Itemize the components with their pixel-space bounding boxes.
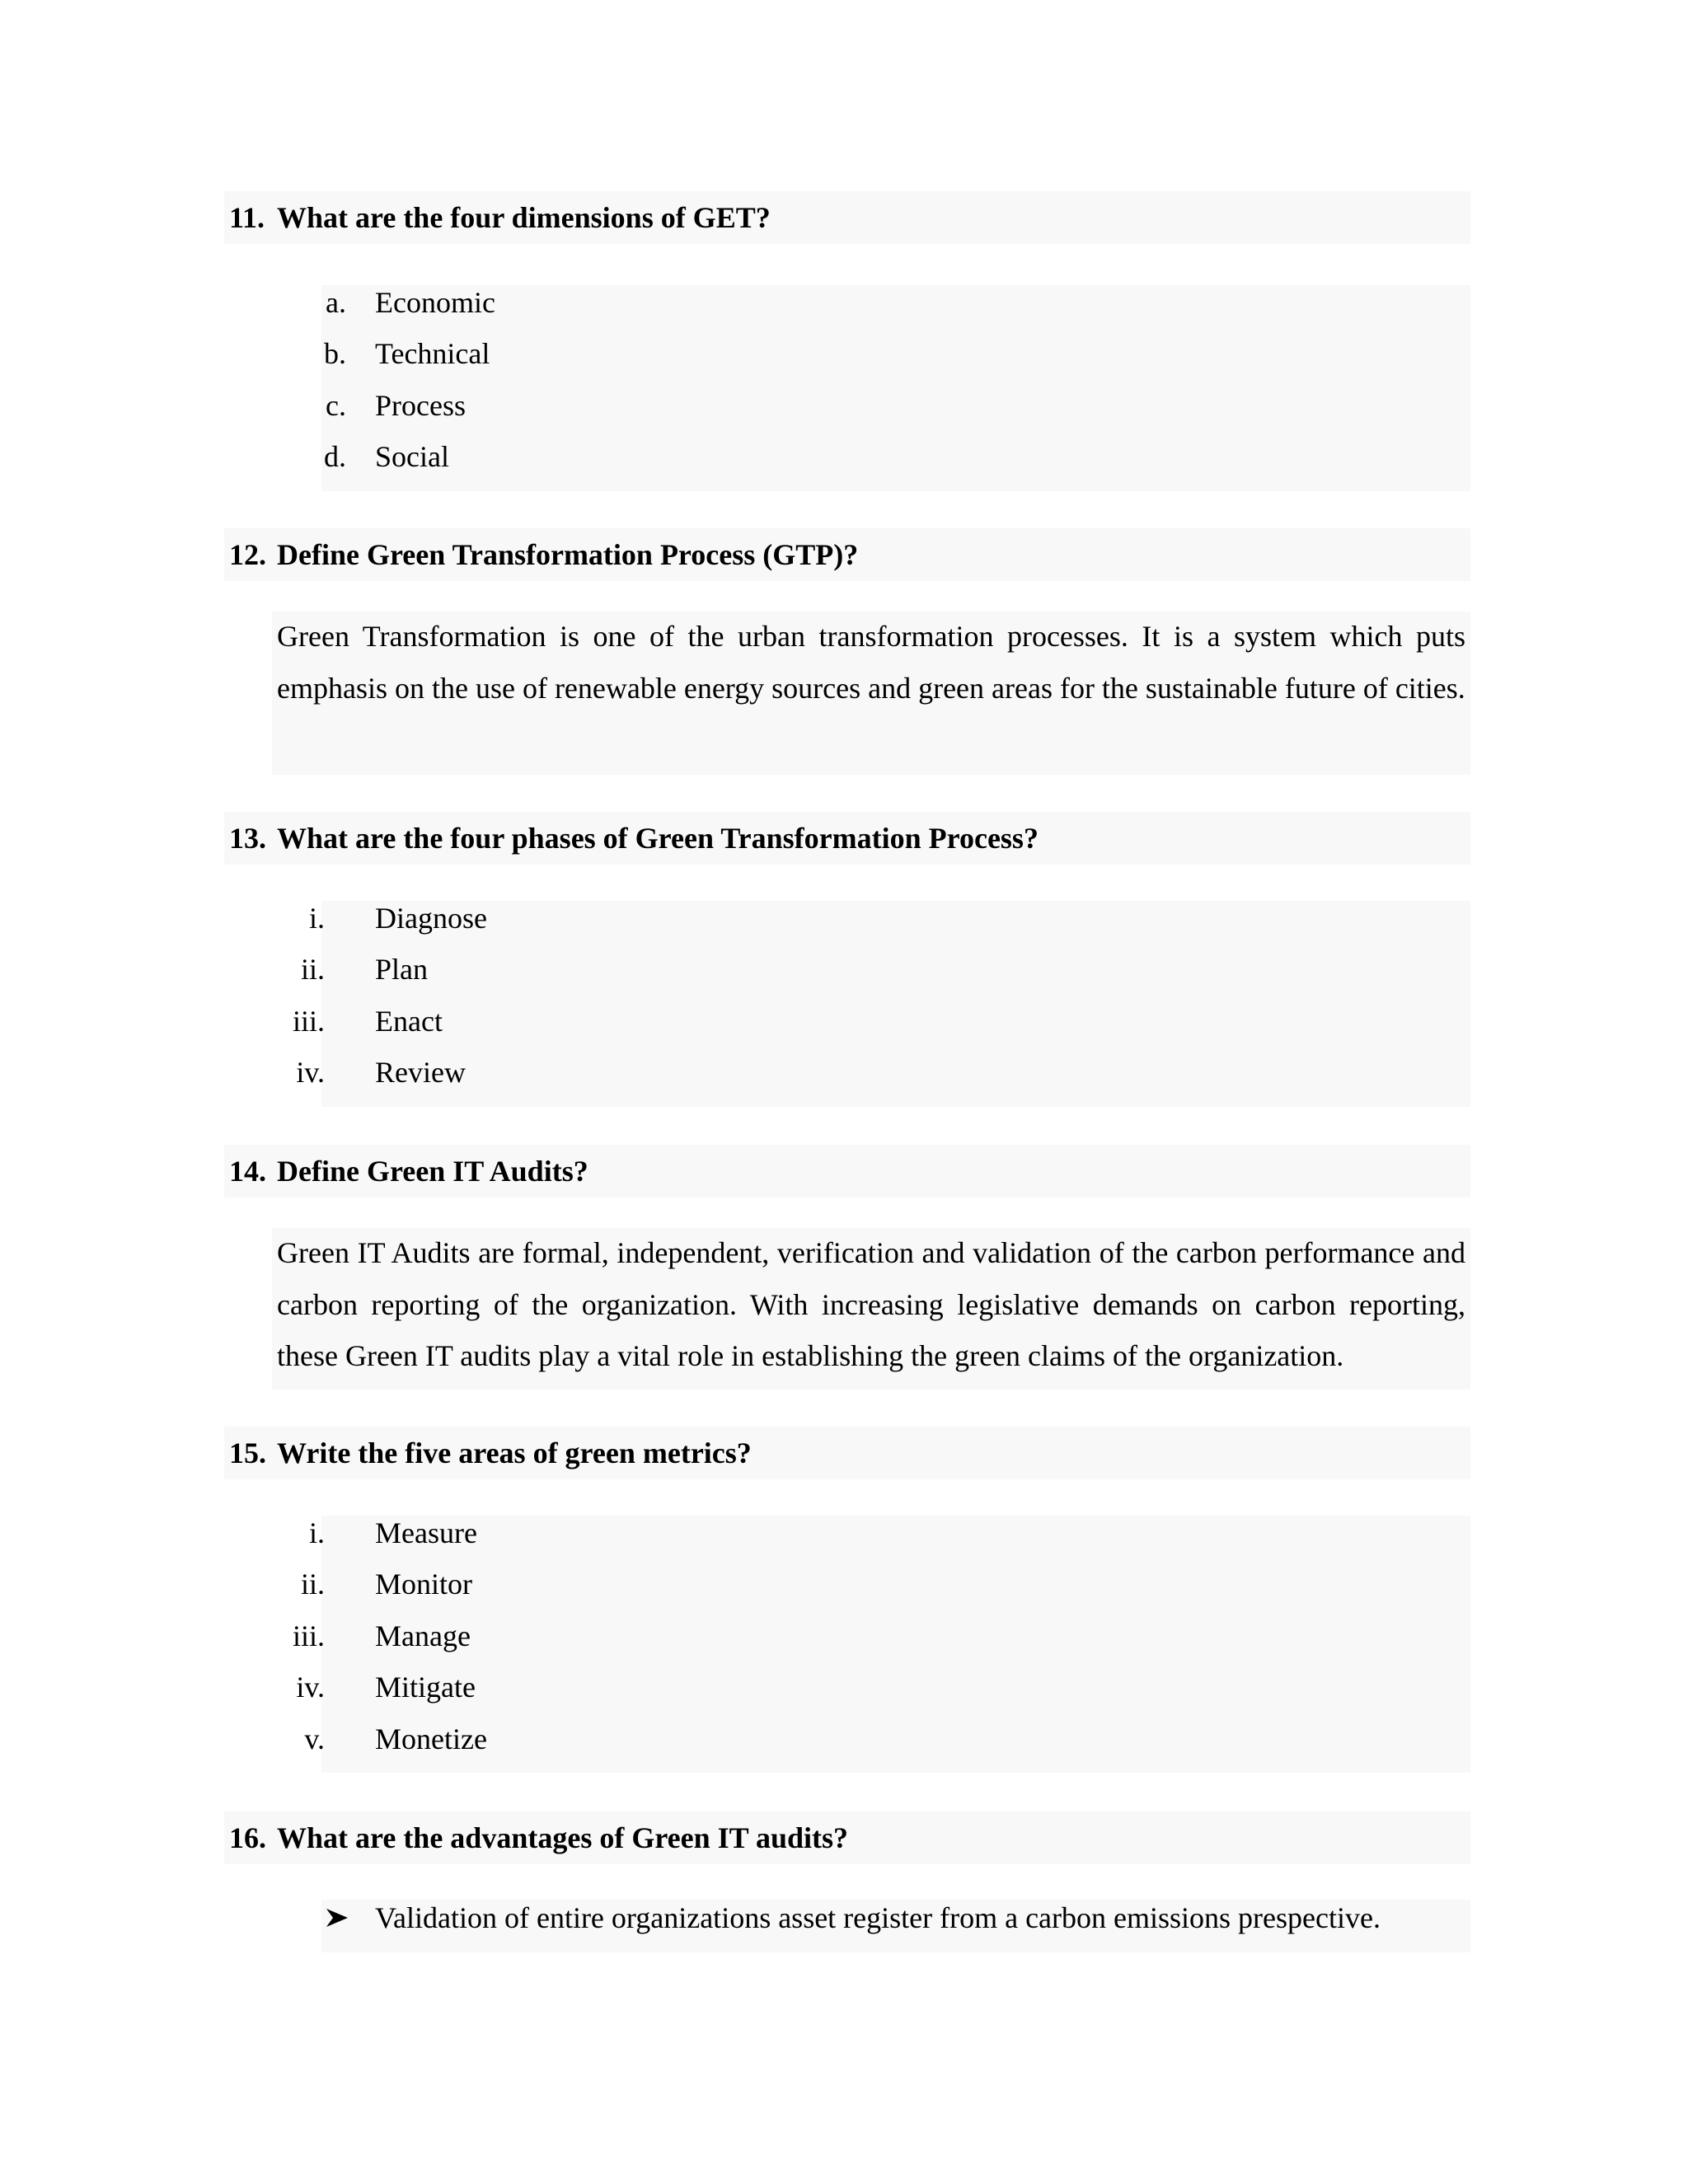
question-number: 15.: [229, 1436, 266, 1469]
list-item: [0, 1610, 1688, 1661]
list-marker: iii.: [292, 1619, 325, 1652]
list-item-text: Measure: [375, 1516, 477, 1549]
question-title: Define Green Transformation Process (GTP)?: [277, 538, 859, 571]
list-marker: b.: [324, 337, 346, 370]
list-item: [0, 1892, 1688, 1943]
list-item-text: Process: [375, 389, 466, 422]
list-item: [0, 380, 1688, 431]
list-marker: c.: [326, 389, 346, 422]
list-item-text: Technical: [375, 337, 490, 370]
list-marker: i.: [308, 902, 325, 935]
question-number: 16.: [229, 1821, 266, 1854]
list-item-text: Diagnose: [375, 902, 487, 935]
list-item-text: Monetize: [375, 1722, 487, 1755]
list-item: [0, 328, 1688, 379]
list-marker: i.: [308, 1516, 325, 1549]
list-marker: d.: [324, 440, 346, 473]
question-12-heading: [224, 528, 1470, 581]
list-item-text: Monitor: [375, 1568, 473, 1601]
list-item: [0, 893, 1688, 944]
question-15-heading: [224, 1427, 1470, 1479]
list-item: [0, 944, 1688, 995]
question-number: 13.: [229, 822, 266, 855]
question-13-heading: [224, 812, 1470, 865]
list-marker: ii.: [300, 1568, 325, 1601]
list-item: [0, 431, 1688, 482]
list-item-text: Social: [375, 440, 449, 473]
list-item-text: Manage: [375, 1619, 471, 1652]
list-item-text: Economic: [375, 286, 495, 319]
question-number: 12.: [229, 538, 266, 571]
arrowhead-bullet-icon: [323, 1892, 356, 1943]
list-marker: v.: [304, 1722, 325, 1755]
list-item: [0, 1558, 1688, 1610]
list-item: [0, 1661, 1688, 1713]
list-marker: ii.: [300, 953, 325, 986]
list-item: [0, 1713, 1688, 1765]
list-item-text: Mitigate: [375, 1671, 476, 1704]
question-16-heading: [224, 1811, 1470, 1864]
answer-paragraph: Green Transformation is one of the urban transformation processes. It is a system which puts emphasis on the use of renewable energy sources and green areas for the sustainable future of cities.: [277, 620, 1465, 705]
list-marker: a.: [326, 286, 346, 319]
list-item-text: Enact: [375, 1005, 443, 1038]
list-marker: iii.: [292, 1005, 325, 1038]
list-item: [0, 1047, 1688, 1098]
question-title: Write the five areas of green metrics?: [277, 1436, 752, 1469]
question-title: What are the advantages of Green IT audits?: [277, 1821, 849, 1854]
list-item-text: Validation of entire organizations asset register from a carbon emissions prespective.: [375, 1901, 1381, 1934]
question-title: Define Green IT Audits?: [277, 1155, 588, 1188]
list-item-text: Plan: [375, 953, 429, 986]
list-marker: iv.: [296, 1671, 325, 1704]
question-title: What are the four dimensions of GET?: [277, 201, 771, 234]
list-item: [0, 277, 1688, 328]
answer-paragraph: Green IT Audits are formal, independent, verification and validation of the carbon performance and carbon reporting of the organization. With increasing legislative demands on carbon reporting, these Green IT audits play a vital role in establishing the green claims of the organization.: [277, 1236, 1465, 1372]
question-number: 11.: [229, 201, 265, 234]
question-14-heading: [224, 1145, 1470, 1197]
list-marker: iv.: [296, 1056, 325, 1089]
list-item: [0, 1507, 1688, 1558]
list-item-text: Review: [375, 1056, 466, 1089]
list-item: [0, 996, 1688, 1047]
question-number: 14.: [229, 1155, 266, 1188]
question-11-heading: [224, 191, 1470, 244]
question-title: What are the four phases of Green Transformation Process?: [277, 822, 1039, 855]
